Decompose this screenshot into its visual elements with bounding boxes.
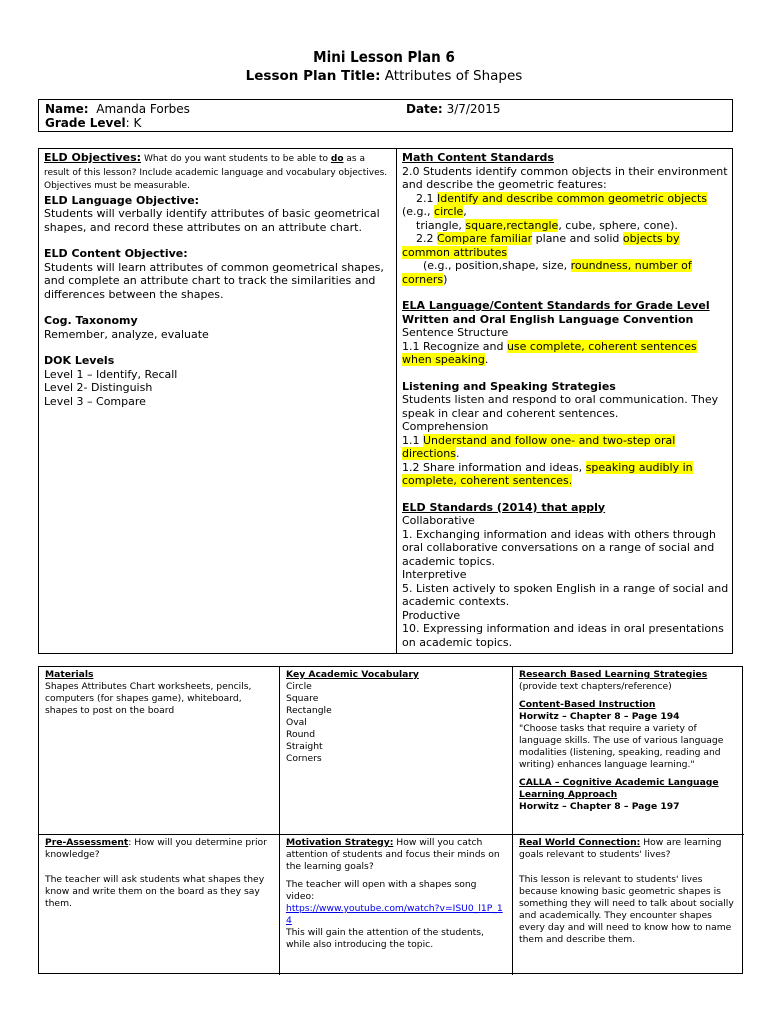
collaborative-label: Collaborative (402, 514, 475, 527)
name-line (45, 102, 190, 116)
vocabulary-word: Round (286, 729, 316, 740)
math-2-1-comma: , (463, 205, 467, 218)
preassessment-cell (39, 834, 279, 975)
date-line (406, 102, 500, 116)
vocabulary-word: Oval (286, 717, 307, 728)
dok-heading: DOK Levels (44, 354, 115, 367)
math-2-1-highlight: Identify and describe common geometric objects (437, 191, 707, 205)
math-2-1-circle: circle (434, 205, 464, 218)
math-2-1-eg: (e.g., (402, 205, 435, 218)
vocabulary-word: Corners (286, 753, 322, 764)
real-world-prompt (519, 837, 738, 861)
grade-line: Grade Level: K (45, 116, 142, 130)
objectives-standards-section (38, 148, 733, 654)
research-note: (provide text chapters/reference) (519, 681, 672, 692)
motivation-prompt (286, 837, 506, 873)
lesson-title-value: Attributes of Shapes (384, 68, 523, 84)
comprehension-1-2 (402, 461, 729, 488)
interpretive-text: 5. Listen actively to spoken English in a range of social and academic contexts. (402, 581, 729, 608)
productive-text: 10. Expressing information and ideas in oral presentations on academic topics. (402, 622, 724, 649)
vocabulary-word: Circle (286, 681, 312, 692)
real-world-text: This lesson is relevant to students' lives because knowing basic geometric shapes is something they will need to talk about socially and academically. They encounter shapes every day and will need to know how to name them and describe them. (519, 874, 734, 945)
grade-label: Grade Level (45, 116, 126, 130)
collaborative-text: 1. Exchanging information and ideas with others through oral collaborative conversations on a range of social and academic topics. (402, 527, 717, 568)
cbi-heading: Content-Based Instruction (519, 699, 656, 710)
preassessment-text: The teacher will ask students what shapes they know and write them on the board as they say them. (45, 874, 265, 909)
lesson-title-line (0, 68, 768, 84)
eld-objectives-prompt-b: as a result of this lesson? Include academic language and vocabulary objectives. Objectives must be measurable. (44, 154, 388, 191)
dok-level: Level 1 – Identify, Recall (44, 367, 178, 381)
ela-sentence-structure: Sentence Structure (402, 326, 509, 339)
motivation-question: How will you catch attention of students and focus their minds on the learning goals? (286, 837, 500, 872)
name-value: Amanda Forbes (96, 102, 190, 116)
math-2-2-highlight-objects: objects by common attributes (402, 232, 680, 259)
date-value: 3/7/2015 (446, 102, 501, 116)
motivation-cell (279, 834, 512, 975)
language-objective-heading: ELD Language Objective: (44, 193, 200, 207)
comprehension-label: Comprehension (402, 420, 489, 433)
vocabulary-word: Rectangle (286, 705, 332, 716)
dok-level: Level 2- Distinguish (44, 381, 153, 394)
math-2-2-number: 2.2 (416, 232, 437, 245)
comp-1-1-highlight: Understand and follow one- and two-step oral directions (402, 433, 676, 460)
grade-value: K (133, 116, 142, 130)
objectives-column (39, 149, 396, 653)
page-title: Mini Lesson Plan 6 (313, 48, 455, 66)
math-2-1-square-rectangle: square,rectangle (465, 218, 559, 232)
ela-1-1-end: . (484, 353, 489, 366)
cbi-quote: "Choose tasks that require a variety of language skills. The use of various language modalities (listening, speaking, reading and writing) enhances language learning." (519, 723, 724, 770)
cog-taxonomy-heading: Cog. Taxonomy (44, 314, 138, 327)
vocabulary-cell (279, 667, 512, 834)
calla-reference: Horwitz – Chapter 8 – Page 197 (519, 801, 680, 812)
comp-1-2-highlight: speaking audibly in complete, coherent sentences. (402, 460, 693, 487)
motivation-after: This will gain the attention of the students, while also introducing the topic. (286, 927, 484, 950)
math-2-2-end: ) (443, 272, 448, 286)
math-2-2-highlight-compare: Compare familiar (437, 232, 533, 245)
math-standard-2-1 (402, 192, 729, 233)
lesson-title-label: Lesson Plan Title: (245, 68, 381, 84)
math-standard-2-2 (402, 232, 729, 286)
real-world-cell (512, 834, 744, 975)
ela-standard-1-1 (402, 340, 729, 367)
real-world-question: How are learning goals relevant to students' lives? (519, 837, 722, 860)
dok-level: Level 3 – Compare (44, 394, 146, 408)
materials-cell (39, 667, 279, 834)
math-2-1-number: 2.1 (416, 191, 437, 205)
productive-label: Productive (402, 608, 461, 622)
standards-column (396, 149, 734, 653)
video-link[interactable]: https://www.youtube.com/watch?v=ISU0_l1P_14 (286, 903, 503, 926)
preassessment-heading: Pre-Assessment (45, 837, 129, 848)
lesson-details-table (38, 666, 743, 974)
comp-1-2-text: 1.2 Share information and ideas, (402, 460, 586, 474)
listening-text: Students listen and respond to oral communication. They speak in clear and coherent sentences. (402, 393, 719, 420)
eld-objectives-prompt-a: What do you want students to be able to (141, 154, 331, 164)
materials-text: Shapes Attributes Chart worksheets, pencils, computers (for shapes game), whiteboard, shapes to post on the board (45, 681, 252, 716)
math-2-2-mid: plane and solid (532, 232, 623, 245)
ela-subheading: Written and Oral English Language Convention (402, 312, 694, 326)
listening-heading: Listening and Speaking Strategies (402, 379, 616, 393)
research-heading: Research Based Learning Strategies (519, 669, 708, 680)
date-label: Date: (406, 102, 443, 116)
ela-standards-heading: ELA Language/Content Standards for Grade Level (402, 299, 710, 312)
name-label: Name: (45, 102, 89, 116)
comprehension-1-1 (402, 434, 729, 461)
vocabulary-heading: Key Academic Vocabulary (286, 669, 419, 680)
math-2-1-end: , cube, sphere, cone). (558, 218, 678, 232)
eld-standards-heading: ELD Standards (2014) that apply (402, 500, 606, 514)
content-objective-heading: ELD Content Objective: (44, 247, 188, 260)
preassessment-question: : How will you determine prior knowledge? (45, 837, 267, 860)
cog-taxonomy-text: Remember, analyze, evaluate (44, 327, 209, 341)
content-objective-text: Students will learn attributes of common geometrical shapes, and complete an attribute chart to track the similarities and differences between the shapes. (44, 260, 384, 301)
info-box (38, 99, 733, 132)
cbi-reference: Horwitz – Chapter 8 – Page 194 (519, 711, 680, 722)
math-standards-heading: Math Content Standards (402, 151, 554, 164)
interpretive-label: Interpretive (402, 568, 467, 581)
comp-1-1-number: 1.1 (402, 433, 423, 447)
real-world-heading: Real World Connection: (519, 837, 641, 848)
vocabulary-word: Square (286, 693, 319, 704)
calla-heading: CALLA – Cognitive Academic Language Learning Approach (519, 777, 719, 800)
preassessment-prompt (45, 837, 273, 861)
motivation-text: The teacher will open with a shapes song video: (286, 879, 477, 902)
math-2-1-triangle: triangle, (416, 218, 466, 232)
comp-1-1-end: . (455, 447, 460, 460)
ela-1-1-text: 1.1 Recognize and (402, 339, 507, 353)
vocabulary-word: Straight (286, 741, 323, 752)
eld-objectives-heading: ELD Objectives: (44, 151, 142, 164)
language-objective-text: Students will verbally identify attributes of basic geometrical shapes, and record these attributes on an attribute chart. (44, 207, 380, 234)
ela-1-1-highlight: use complete, coherent sentences when speaking (402, 339, 697, 366)
math-2-2-highlight-roundness: roundness, number of corners (402, 259, 692, 286)
research-cell (512, 667, 744, 834)
eld-objectives-prompt-do: do (330, 154, 344, 164)
materials-heading: Materials (45, 669, 94, 680)
motivation-heading: Motivation Strategy: (286, 837, 394, 848)
math-2-2-eg: (e.g., position,shape, size, (422, 259, 571, 272)
math-standard-2-0: 2.0 Students identify common objects in their environment and describe the geometric features: (402, 164, 728, 191)
eld-objectives-prompt (44, 151, 391, 194)
